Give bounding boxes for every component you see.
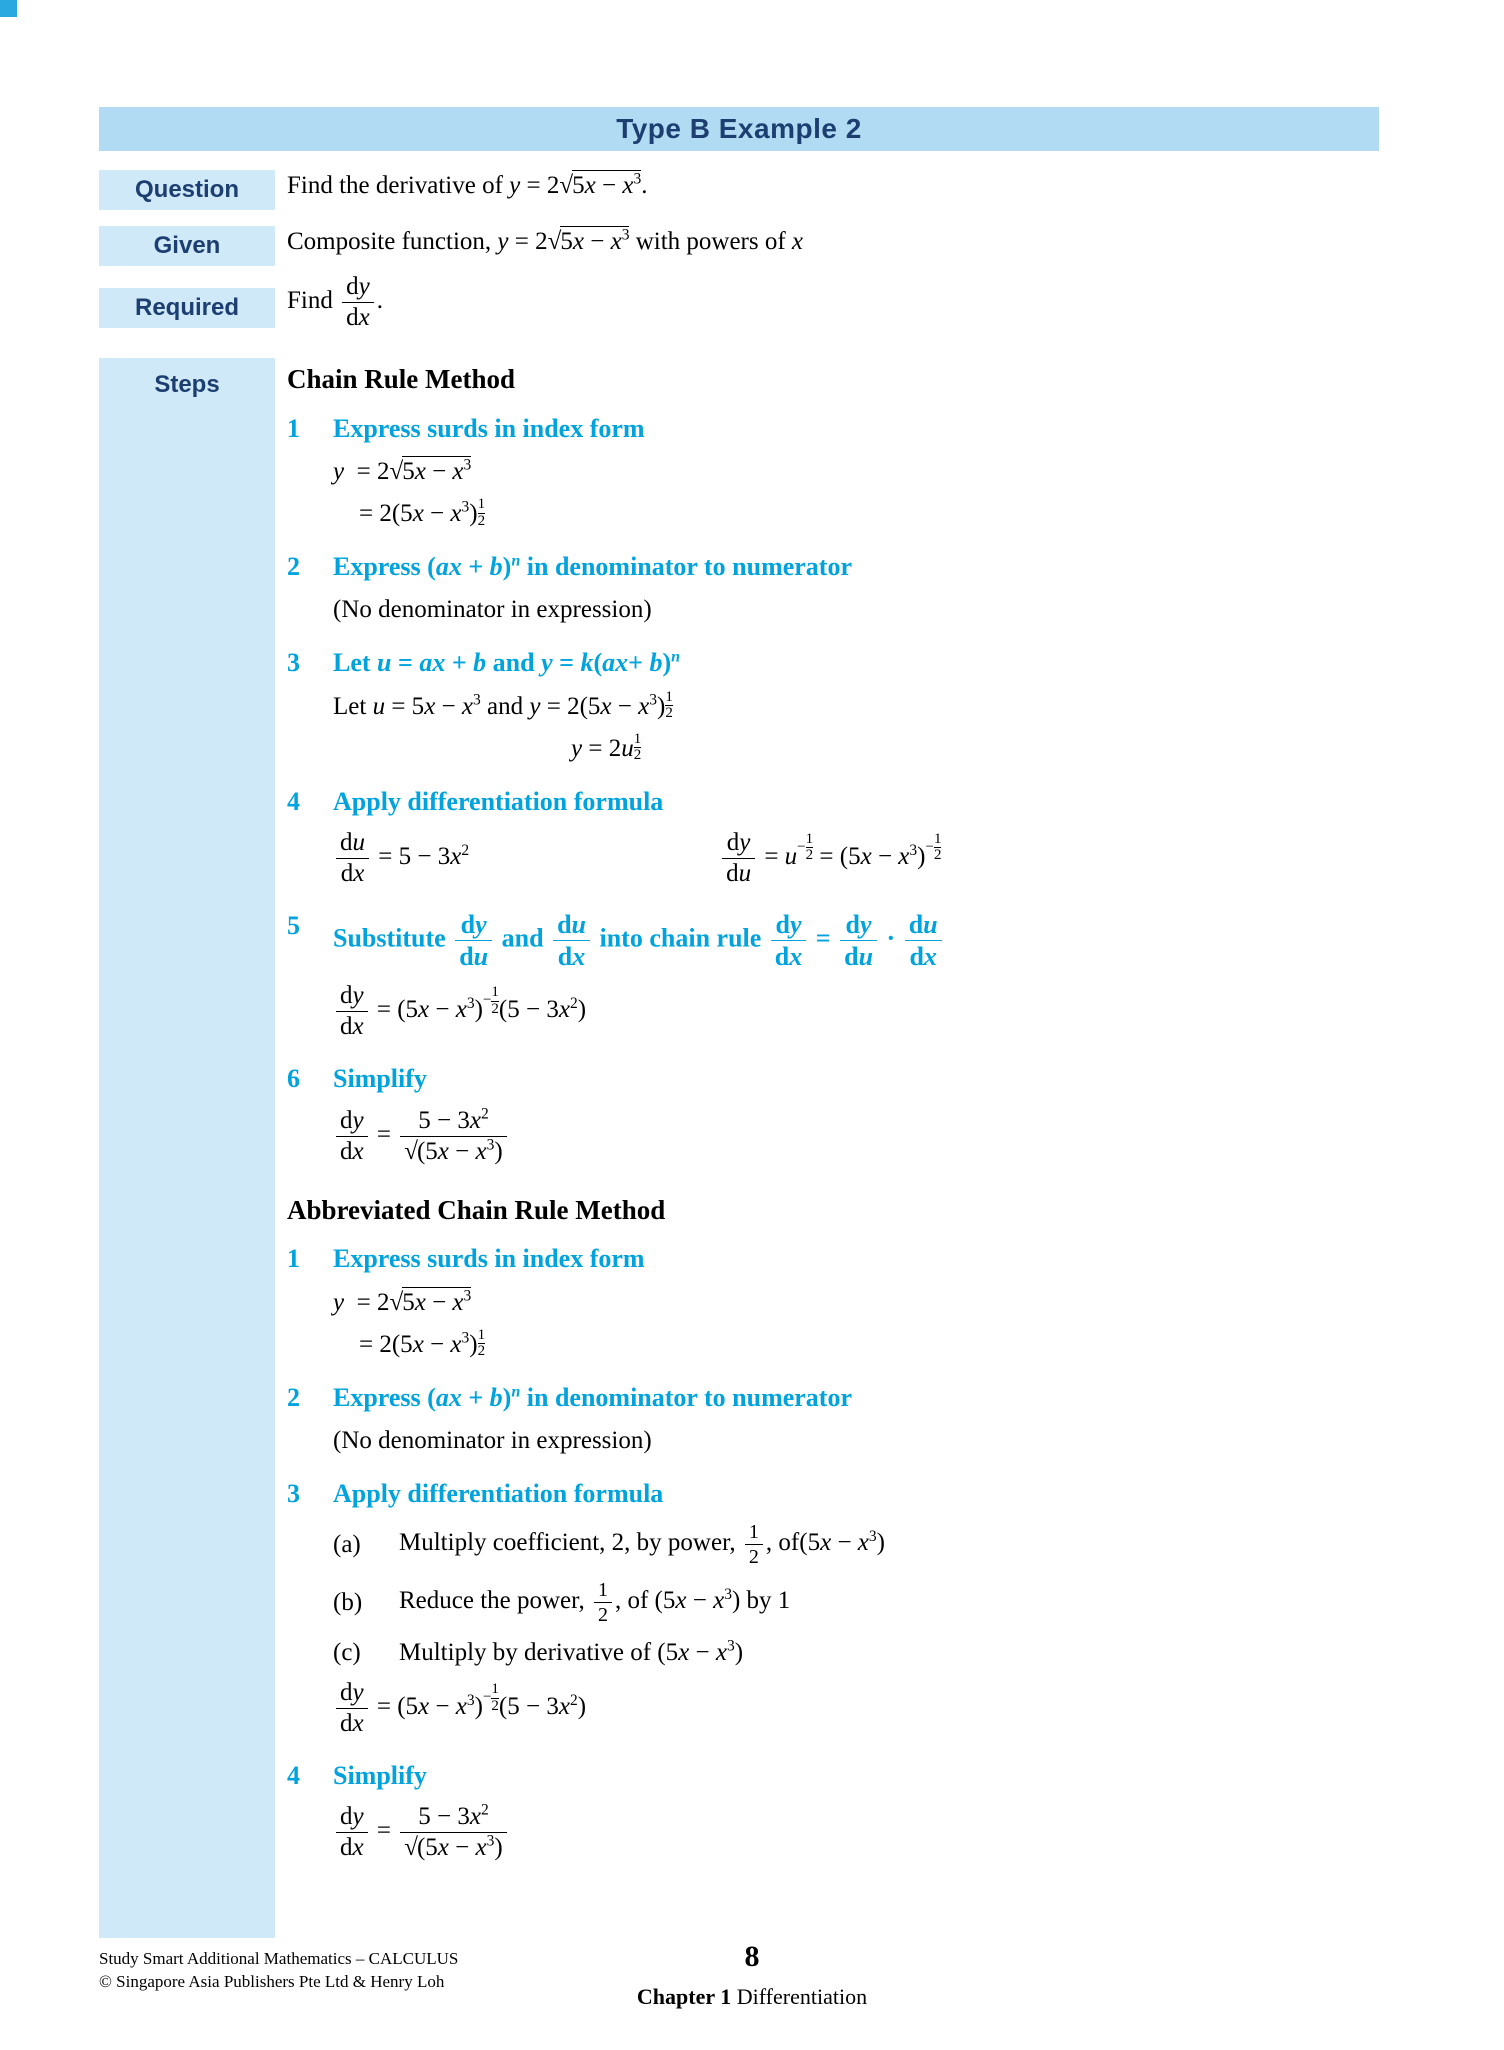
step-body: $\frac{dy}{dx}$ = $(5x - x^3)-$ 1 2 $(5 - 3x^2)$ <box>333 981 1399 1042</box>
step-number: 2 <box>287 551 300 581</box>
step-number: 4 <box>287 786 300 816</box>
step-number: 1 <box>287 1244 300 1274</box>
chain-step-1 <box>287 412 1399 530</box>
chain-step-4 <box>287 785 1399 889</box>
given-text: Composite function, $y = 2√5x - x^3$ with powers of x <box>287 226 804 255</box>
step-body: (a) Multiply coefficient, 2, by power, $\frac{1}{2}$ , $of(5x - x^3)$ (b) Reduce the power, $\frac{1}{2}$ , of $(5x - x^3)$ by 1 (c) Multiply by derivative of $(5x - x^3)$ $\frac{dy}{dx}$ = $(5x - x^3)-$ 1 2 $(5 - 3x^2)$ <box>333 1521 885 1738</box>
step-heading-row <box>287 550 1399 584</box>
required-label: Required <box>99 288 275 328</box>
step-body: $\frac{dy}{dx}$ = $\frac{5 - 3x^2}{√(5x - x^3)}$ <box>333 1106 1399 1167</box>
chain-step-6 <box>287 1062 1399 1166</box>
steps-label: Steps <box>154 371 220 398</box>
steps-sidebar <box>99 358 275 1938</box>
chain-step-2 <box>287 550 1399 626</box>
abbreviated-method-title: Abbreviated Chain Rule Method <box>287 1194 666 1225</box>
step-title: Express (ax + b)$^n$ in denominator to numerator <box>333 1382 853 1412</box>
steps-content <box>287 360 1399 1883</box>
question-label: Question <box>99 170 275 210</box>
publisher-line-1: Study Smart Additional Mathematics – CALCULUS <box>99 1949 459 1968</box>
chapter-info <box>0 1984 1504 2010</box>
example-title: Type B Example 2 <box>616 113 862 144</box>
abbreviated-step-3 <box>287 1477 1399 1739</box>
step-heading-row <box>287 646 1399 680</box>
step-title: Let u = ax + b and $y = k(ax+ b)^n$ <box>333 648 681 678</box>
chapter-label: Chapter 1 <box>636 1984 732 2009</box>
given-label: Given <box>99 226 275 266</box>
step-number: 3 <box>287 648 300 678</box>
step-body: $\frac{dy}{dx}$ = $\frac{5 - 3x^2}{√(5x - x^3)}$ <box>333 1802 1399 1863</box>
chain-method-title: Chain Rule Method <box>287 364 516 394</box>
chain-step-5 <box>287 909 1399 1042</box>
step-heading-row <box>287 909 1399 972</box>
step-number: 1 <box>287 413 300 443</box>
step-body: (No denominator in expression) <box>333 596 652 624</box>
step-title: Apply differentiation formula <box>333 1478 664 1508</box>
abbreviated-step-4 <box>287 1759 1399 1863</box>
abbreviated-step-1 <box>287 1242 1399 1360</box>
step-heading-row <box>287 1242 1399 1276</box>
step-title: Simplify <box>333 1064 427 1094</box>
required-text: Find $\frac{dy}{dx}$ . <box>287 273 383 331</box>
step-heading-row <box>287 1062 1399 1096</box>
step-number: 3 <box>287 1478 300 1508</box>
abbreviated-step-2 <box>287 1381 1399 1457</box>
chapter-title: Differentiation <box>736 1984 868 2009</box>
step-body: y = $2√5x - x^3$ = $2(5x - x^3)$ 1 2 <box>333 456 486 529</box>
step-title: Apply differentiation formula <box>333 786 664 816</box>
step-title: Express surds in index form <box>333 1244 645 1274</box>
chain-step-3 <box>287 646 1399 764</box>
page-corner-mark <box>0 0 17 17</box>
step-heading-row <box>287 1477 1399 1511</box>
step-body: $\frac{du}{dx}$ = $5 - 3x^2$ $\frac{dy}{du}$ = u− 1 2 = $(5x - x^3)-$ 1 2 <box>333 828 1399 889</box>
publisher-line-2: © Singapore Asia Publishers Pte Ltd & Henry Loh <box>99 1971 445 1991</box>
step-heading-row <box>287 412 1399 446</box>
step-heading-row <box>287 1759 1399 1793</box>
step-number: 5 <box>287 910 300 940</box>
step-heading-row <box>287 785 1399 819</box>
step-title: Simplify <box>333 1761 427 1791</box>
step-title: Express surds in index form <box>333 413 645 443</box>
step-heading-row <box>287 1381 1399 1415</box>
step-title: Substitute $\frac{dy}{du}$ and $\frac{du}{dx}$ into chain rule $\frac{dy}{dx}$ = $\frac{dy}{du}$ · $\frac{du}{dx}$ <box>333 909 1399 972</box>
step-body: y = $2√5x - x^3$ = $2(5x - x^3)$ 1 2 <box>333 1287 486 1360</box>
step-number: 6 <box>287 1064 300 1094</box>
step-body: Let $u = 5x - x^3$ and $y = 2(5x - x^3)$ 1 2 y = 2u 1 2 <box>333 688 673 764</box>
step-title: Express (ax + b)$^n$ in denominator to numerator <box>333 551 853 581</box>
page-number: 8 <box>744 1940 760 1973</box>
step-number: 4 <box>287 1761 300 1791</box>
step-body: (No denominator in expression) <box>333 1426 652 1454</box>
question-text: Find the derivative of $y = 2√5x - x^3$. <box>287 170 648 199</box>
example-header-bar <box>99 107 1379 151</box>
step-number: 2 <box>287 1382 300 1412</box>
